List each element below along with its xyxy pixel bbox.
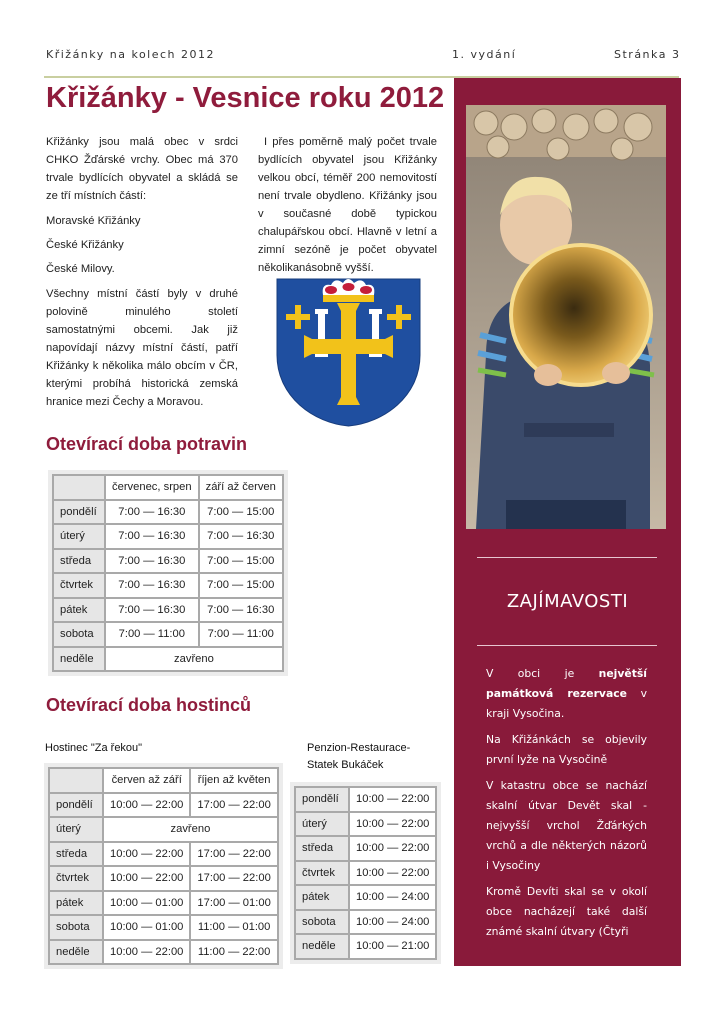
hours-cell: 10:00 — 01:00 [104, 916, 189, 939]
fact-highlight: největší památková rezervace [486, 667, 647, 700]
hours-cell: 17:00 — 22:00 [191, 794, 276, 817]
hours-cell: 7:00 — 16:30 [106, 525, 198, 548]
table-row [296, 886, 435, 909]
column-header: září až červen [200, 476, 282, 499]
hours-cell: 10:00 — 22:00 [104, 843, 189, 866]
hours-cell: 7:00 — 15:00 [200, 574, 282, 597]
coat-of-arms-icon [271, 273, 426, 428]
table-row [54, 550, 282, 573]
day-cell: pondělí [54, 501, 104, 524]
closed-cell: zavřeno [104, 818, 277, 841]
day-cell: úterý [50, 818, 102, 841]
fact-rocks: V katastru obce se nachází skalní útvar Devět skal - nejvyšší vrchol Žďárkých vrchů a dle některých názorů i Vysočiny [486, 779, 647, 872]
grocery-hours-table [52, 474, 284, 672]
day-cell: pátek [54, 599, 104, 622]
table-row [50, 818, 277, 841]
header-edition: 1. vydání [452, 48, 517, 61]
hours-cell: 7:00 — 16:30 [200, 599, 282, 622]
table-row [54, 574, 282, 597]
table-row [296, 788, 435, 811]
table-row [54, 501, 282, 524]
day-cell: úterý [296, 813, 348, 836]
day-cell: neděle [296, 935, 348, 958]
sidebar-title: ZAJÍMAVOSTI [506, 591, 629, 612]
hours-cell: 10:00 — 22:00 [104, 867, 189, 890]
population-paragraph: I přes poměrně malý počet trvale bydlících obyvatel jsou Křižánky velkou obcí, téměř 200 nemovitostí není trvale obydleno. Křižánky jsou v současné době typickou chalupářskou obcí. Hlavně v letní a zimní sezóně je počet obyvatel několikanásobně vyšší. [258, 136, 437, 274]
pub2-hours-table [294, 786, 437, 960]
closed-cell: zavřeno [106, 648, 282, 671]
intro-column [46, 133, 238, 418]
hours-cell: 7:00 — 15:00 [200, 550, 282, 573]
history-paragraph: Všechny místní částí byly v druhé polovině minulého století samostatnými obcemi. Jak již napovídají názvy místní částí, patří Křižánky k několika málo obcím v ČR, kterými probíhá historická zemská hranice mezi Čechy a Moravou. [46, 288, 238, 408]
hours-cell: 17:00 — 22:00 [191, 867, 276, 890]
hours-cell: 10:00 — 22:00 [350, 788, 435, 811]
intro-paragraph: Křižánky jsou malá obec v srdci CHKO Žďárské vrchy. Obec má 370 trvale bydlících obyvatel a skládá se ze tří místních částí: [46, 136, 238, 202]
table-row [50, 941, 277, 964]
table-row [54, 648, 282, 671]
fact-reservation: V obci je největší památková rezervace v kraji Vysočina. [486, 667, 647, 720]
hours-cell: 7:00 — 16:30 [106, 501, 198, 524]
hours-cell: 7:00 — 16:30 [106, 574, 198, 597]
hours-cell: 10:00 — 22:00 [350, 813, 435, 836]
hours-cell: 7:00 — 16:30 [106, 550, 198, 573]
hours-cell: 7:00 — 11:00 [200, 623, 282, 646]
hours-cell: 10:00 — 24:00 [350, 886, 435, 909]
table-row [50, 794, 277, 817]
hours-cell: 7:00 — 16:30 [106, 599, 198, 622]
column-header: říjen až květen [191, 769, 276, 792]
table-row [296, 911, 435, 934]
pub1-name: Hostinec "Za řekou" [45, 742, 143, 754]
pub2-table-frame [290, 782, 441, 964]
column-header: červenec, srpen [106, 476, 198, 499]
table-row [50, 892, 277, 915]
pub2-name [307, 740, 410, 774]
table-row [296, 813, 435, 836]
day-cell: pondělí [296, 788, 348, 811]
day-cell: úterý [54, 525, 104, 548]
column-header: červen až září [104, 769, 189, 792]
table-row [54, 599, 282, 622]
day-cell: neděle [54, 648, 104, 671]
hours-cell: 17:00 — 22:00 [191, 843, 276, 866]
hours-cell: 17:00 — 01:00 [191, 892, 276, 915]
table-row [296, 935, 435, 958]
part-ceske: České Křižánky [46, 239, 124, 251]
pub2-name-line1: Penzion-Restaurace- [307, 742, 411, 754]
pub2-name-line2: Statek Bukáček [307, 759, 384, 771]
hours-cell: 11:00 — 01:00 [191, 916, 276, 939]
day-cell: středa [54, 550, 104, 573]
pub1-table-frame [44, 763, 283, 969]
table-row [50, 867, 277, 890]
hours-cell: 10:00 — 22:00 [104, 794, 189, 817]
grocery-table-frame [48, 470, 288, 676]
hours-cell: 10:00 — 01:00 [104, 892, 189, 915]
table-row [296, 837, 435, 860]
hours-cell: 10:00 — 22:00 [104, 941, 189, 964]
part-milovy: České Milovy. [46, 263, 115, 275]
header-page-number: Stránka 3 [614, 48, 681, 61]
table-row [50, 769, 277, 792]
table-row [50, 916, 277, 939]
sidebar-rule-top [477, 557, 657, 558]
pubs-heading: Otevírací doba hostinců [46, 695, 252, 715]
table-row [54, 476, 282, 499]
pub1-hours-table [48, 767, 279, 965]
population-column [258, 133, 437, 284]
day-cell: středa [50, 843, 102, 866]
page-title: Křižánky - Vesnice roku 2012 [46, 82, 445, 114]
hours-cell: 10:00 — 22:00 [350, 862, 435, 885]
day-cell: sobota [54, 623, 104, 646]
day-cell: pátek [50, 892, 102, 915]
fact-other-rocks: Kromě Devíti skal se v okolí obce nacházejí také další známé skalní útvary (Čtyři [486, 885, 647, 938]
day-cell: středa [296, 837, 348, 860]
day-cell: sobota [50, 916, 102, 939]
hours-cell: 10:00 — 24:00 [350, 911, 435, 934]
table-row [50, 843, 277, 866]
grocery-heading: Otevírací doba potravin [46, 434, 248, 454]
day-cell: sobota [296, 911, 348, 934]
hours-cell: 11:00 — 22:00 [191, 941, 276, 964]
day-cell: pondělí [50, 794, 102, 817]
table-row [54, 525, 282, 548]
fact-skis: Na Křižánkách se objevily první lyže na Vysočině [486, 733, 647, 766]
hours-cell: 7:00 — 11:00 [106, 623, 198, 646]
header-publication: Křižánky na kolech 2012 [46, 48, 216, 61]
hours-cell: 7:00 — 15:00 [200, 501, 282, 524]
day-cell: pátek [296, 886, 348, 909]
day-cell: čtvrtek [54, 574, 104, 597]
sidebar-rule-bottom [477, 645, 657, 646]
day-cell: neděle [50, 941, 102, 964]
part-moravske: Moravské Křižánky [46, 215, 141, 227]
hours-cell: 7:00 — 16:30 [200, 525, 282, 548]
day-cell: čtvrtek [296, 862, 348, 885]
child-trumpet-photo [466, 105, 666, 529]
table-row [296, 862, 435, 885]
table-row [54, 623, 282, 646]
hours-cell: 10:00 — 22:00 [350, 837, 435, 860]
sidebar-facts [486, 664, 647, 948]
day-cell: čtvrtek [50, 867, 102, 890]
hours-cell: 10:00 — 21:00 [350, 935, 435, 958]
